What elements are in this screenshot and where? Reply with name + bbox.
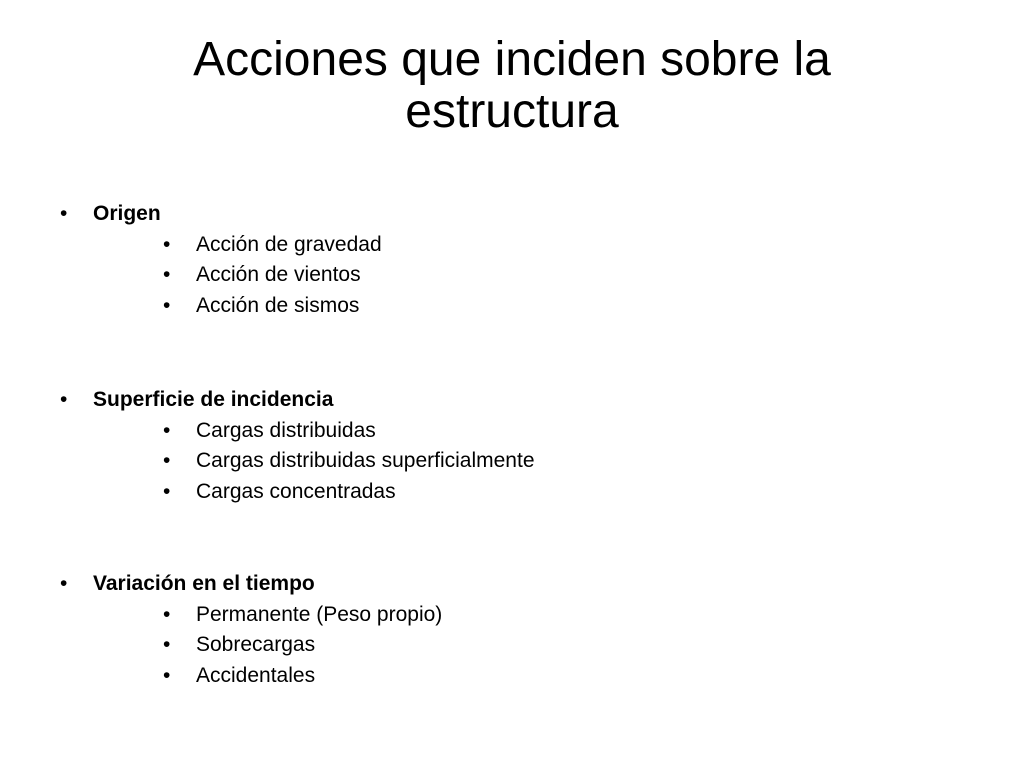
bullet-icon: • bbox=[60, 572, 68, 595]
list-item bbox=[163, 600, 442, 630]
bullet-icon: • bbox=[60, 202, 68, 225]
bullet-icon: • bbox=[163, 294, 171, 317]
section-heading-text: Origen bbox=[93, 202, 161, 225]
list-item-text: Acción de sismos bbox=[196, 294, 360, 317]
bullet-icon: • bbox=[163, 419, 171, 442]
list-item bbox=[163, 416, 376, 446]
list-item-text: Cargas concentradas bbox=[196, 480, 396, 503]
list-item bbox=[163, 630, 315, 660]
list-item-text: Accidentales bbox=[196, 664, 316, 687]
list-item bbox=[163, 661, 315, 691]
section-heading bbox=[60, 385, 333, 415]
list-item-text: Permanente (Peso propio) bbox=[196, 603, 443, 626]
bullet-icon: • bbox=[163, 480, 171, 503]
list-item-text: Acción de gravedad bbox=[196, 233, 382, 256]
list-item-text: Acción de vientos bbox=[196, 263, 361, 286]
bullet-icon: • bbox=[163, 449, 171, 472]
list-item bbox=[163, 446, 535, 476]
section-heading bbox=[60, 569, 315, 599]
list-item bbox=[163, 230, 382, 260]
section-heading-text: Superficie de incidencia bbox=[93, 388, 334, 411]
list-item-text: Cargas distribuidas bbox=[196, 419, 376, 442]
list-item-text: Sobrecargas bbox=[196, 633, 316, 656]
bullet-icon: • bbox=[60, 388, 68, 411]
list-item bbox=[163, 260, 361, 290]
section-heading-text: Variación en el tiempo bbox=[93, 572, 315, 595]
slide-title-line-1: Acciones que inciden sobre la bbox=[193, 33, 831, 86]
list-item bbox=[163, 291, 359, 321]
list-item bbox=[163, 477, 396, 507]
bullet-icon: • bbox=[163, 664, 171, 687]
bullet-icon: • bbox=[163, 603, 171, 626]
bullet-icon: • bbox=[163, 263, 171, 286]
slide-title-line-2: estructura bbox=[405, 85, 619, 138]
list-item-text: Cargas distribuidas superficialmente bbox=[196, 449, 535, 472]
bullet-icon: • bbox=[163, 233, 171, 256]
bullet-icon: • bbox=[163, 633, 171, 656]
slide-title bbox=[80, 34, 944, 138]
section-heading bbox=[60, 199, 161, 229]
